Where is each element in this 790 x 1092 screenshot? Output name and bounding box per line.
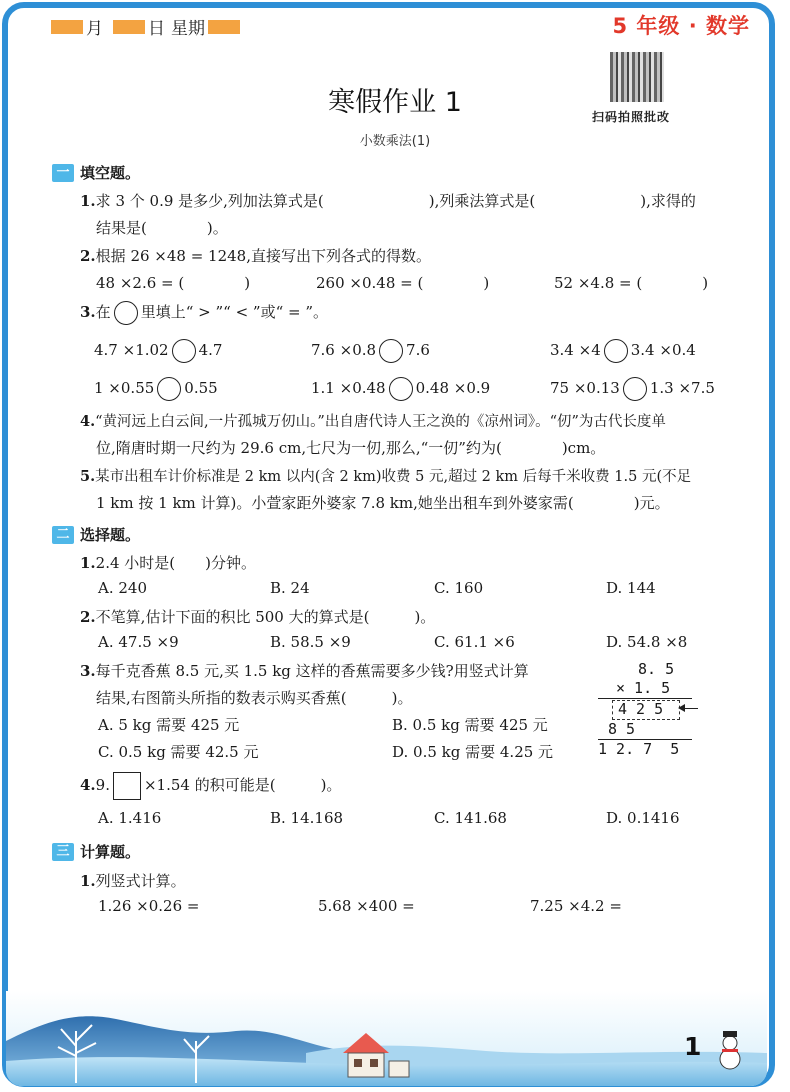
s1-q2-item-1: 48 ×2.6 = ( ) bbox=[96, 274, 251, 292]
s3-q1-text bbox=[80, 870, 186, 891]
s1-q2-item-2: 260 ×0.48 = ( ) bbox=[316, 274, 490, 292]
expr-left: 4.7 ×1.02 bbox=[94, 341, 169, 359]
s1-q3-text bbox=[80, 301, 328, 325]
s1-q1-line2: 结果是( )。 bbox=[96, 219, 228, 237]
q-number: 4. bbox=[80, 776, 96, 794]
q-text: 某市出租车计价标准是 2 km 以内(含 2 km)收费 5 元,超过 2 km 后每千米收费 1.5 元(不足 bbox=[95, 469, 692, 485]
vert-row-2: × 1. 5 bbox=[616, 679, 671, 697]
expr-left: 3.4 ×4 bbox=[550, 341, 601, 359]
s1-q3-item bbox=[94, 377, 218, 401]
q-text: “黄河远上白云间,一片孤城万仞山。”出自唐代诗人王之涣的《凉州词》。“仞”为古代长度单 bbox=[95, 414, 666, 430]
s2-q3-option-a[interactable]: A. 5 kg 需要 425 元 bbox=[98, 716, 240, 734]
s1-q4-line2: 位,隋唐时期一尺约为 29.6 cm,七尺为一仞,那么,“一仞”约为( )cm。 bbox=[96, 439, 606, 457]
vert-row-4: 8 5 bbox=[608, 720, 636, 738]
q-text: 列竖式计算。 bbox=[95, 872, 186, 890]
s2-q1-option-a[interactable]: A. 240 bbox=[98, 579, 147, 597]
answer-circle[interactable] bbox=[389, 377, 413, 401]
q-text: 2.4 小时是( )分钟。 bbox=[95, 554, 256, 572]
q-number: 2. bbox=[80, 247, 96, 265]
month-blank bbox=[51, 20, 83, 34]
s2-q2-option-a[interactable]: A. 47.5 ×9 bbox=[98, 633, 179, 651]
answer-circle[interactable] bbox=[172, 339, 196, 363]
q-text: 根据 26 ×48 = 1248,直接写出下列各式的得数。 bbox=[95, 247, 431, 265]
q-number: 1. bbox=[80, 554, 96, 572]
grade-subject: 5 年级 · 数学 bbox=[612, 14, 750, 38]
digit-box[interactable] bbox=[113, 772, 141, 800]
expr-right: 1.3 ×7.5 bbox=[649, 379, 715, 397]
answer-circle[interactable] bbox=[623, 377, 647, 401]
pointer-arrow-icon bbox=[680, 708, 698, 709]
week-blank bbox=[208, 20, 240, 34]
expr-left: 75 ×0.13 bbox=[550, 379, 620, 397]
expr-right: 3.4 ×0.4 bbox=[630, 341, 696, 359]
q-text-a: 9. bbox=[95, 776, 110, 794]
s3-q1-item-2: 5.68 ×400 = bbox=[318, 897, 415, 915]
month-label: 月 bbox=[86, 19, 103, 39]
vert-row-1: 8. 5 bbox=[638, 660, 675, 678]
s2-q1-option-b[interactable]: B. 24 bbox=[270, 579, 310, 597]
expr-left: 1.1 ×0.48 bbox=[311, 379, 386, 397]
s2-q4-option-b[interactable]: B. 14.168 bbox=[270, 809, 344, 827]
expr-right: 7.6 bbox=[406, 341, 430, 359]
s2-q4-option-d[interactable]: D. 0.1416 bbox=[606, 809, 680, 827]
s2-q2-option-b[interactable]: B. 58.5 ×9 bbox=[270, 633, 351, 651]
date-bar bbox=[48, 14, 243, 39]
s2-q3-option-c[interactable]: C. 0.5 kg 需要 42.5 元 bbox=[98, 743, 259, 761]
page-title: 寒假作业 1 bbox=[328, 87, 462, 118]
s2-q4-option-a[interactable]: A. 1.416 bbox=[98, 809, 162, 827]
s1-q3-item bbox=[94, 339, 222, 363]
snowman-icon bbox=[720, 1031, 740, 1069]
q-text-a: 在 bbox=[95, 303, 111, 321]
expr-left: 1 ×0.55 bbox=[94, 379, 155, 397]
s2-q2-option-d[interactable]: D. 54.8 ×8 bbox=[606, 633, 688, 651]
section-title: 选择题。 bbox=[80, 526, 141, 544]
section-badge: 二 bbox=[52, 526, 74, 544]
winter-scene-icon bbox=[6, 991, 767, 1086]
s1-q2-text bbox=[80, 245, 431, 266]
s2-q1-option-d[interactable]: D. 144 bbox=[606, 579, 656, 597]
s1-q4-line1 bbox=[80, 410, 666, 431]
s2-q3-line1 bbox=[80, 660, 529, 681]
s2-q3-option-d[interactable]: D. 0.5 kg 需要 4.25 元 bbox=[392, 743, 554, 761]
q-number: 3. bbox=[80, 303, 96, 321]
s2-q3-option-b[interactable]: B. 0.5 kg 需要 425 元 bbox=[392, 716, 548, 734]
vert-row-5: 1 2. 7 5 bbox=[598, 740, 680, 758]
s1-q5-line1 bbox=[80, 465, 691, 486]
vert-rule bbox=[598, 698, 692, 699]
s3-q1-item-3: 7.25 ×4.2 = bbox=[530, 897, 622, 915]
section-choice-heading bbox=[52, 524, 140, 545]
vert-row-3: 4 2 5 bbox=[618, 700, 664, 718]
expr-right: 0.55 bbox=[184, 379, 218, 397]
s2-q3-line2: 结果,右图箭头所指的数表示购买香蕉( )。 bbox=[96, 689, 413, 707]
s2-q1-option-c[interactable]: C. 160 bbox=[434, 579, 484, 597]
expr-right: 0.48 ×0.9 bbox=[415, 379, 491, 397]
s2-q4-text bbox=[80, 772, 341, 800]
section-calculation-heading bbox=[52, 841, 140, 862]
s1-q3-item bbox=[311, 377, 490, 401]
section-badge: 三 bbox=[52, 843, 74, 861]
week-label: 星期 bbox=[171, 19, 205, 39]
section-title: 填空题。 bbox=[80, 164, 141, 182]
section-badge: 一 bbox=[52, 164, 74, 182]
s1-q3-item bbox=[550, 377, 715, 401]
day-label: 日 bbox=[148, 19, 165, 39]
q-text: 不笔算,估计下面的积比 500 大的算式是( )。 bbox=[95, 608, 436, 626]
section-fill-blank-heading bbox=[52, 162, 140, 183]
s1-q3-item bbox=[311, 339, 430, 363]
s3-q1-item-1: 1.26 ×0.26 = bbox=[98, 897, 200, 915]
answer-circle[interactable] bbox=[379, 339, 403, 363]
answer-circle[interactable] bbox=[604, 339, 628, 363]
winter-scene-illustration bbox=[6, 991, 767, 1086]
s1-q1-line1 bbox=[80, 190, 696, 211]
s2-q1-text bbox=[80, 552, 256, 573]
s1-q2-item-3: 52 ×4.8 = ( ) bbox=[554, 274, 709, 292]
s2-q4-option-c[interactable]: C. 141.68 bbox=[434, 809, 507, 827]
qr-label: 扫码拍照批改 bbox=[592, 110, 671, 124]
page-number: 1 bbox=[684, 1032, 702, 1061]
compare-circle-icon bbox=[114, 301, 138, 325]
q-number: 3. bbox=[80, 662, 96, 680]
s2-q2-option-c[interactable]: C. 61.1 ×6 bbox=[434, 633, 515, 651]
q-number: 1. bbox=[80, 872, 96, 890]
expr-left: 7.6 ×0.8 bbox=[311, 341, 377, 359]
answer-circle[interactable] bbox=[157, 377, 181, 401]
s1-q3-item bbox=[550, 339, 696, 363]
s2-q2-text bbox=[80, 606, 435, 627]
q-number: 4. bbox=[80, 413, 96, 430]
expr-right: 4.7 bbox=[198, 341, 223, 359]
section-title: 计算题。 bbox=[80, 843, 141, 861]
q-number: 5. bbox=[80, 468, 96, 485]
q-number: 2. bbox=[80, 608, 96, 626]
q-text: 求 3 个 0.9 是多少,列加法算式是( ),列乘法算式是( ),求得的 bbox=[95, 192, 696, 210]
s1-q5-line2: 1 km 按 1 km 计算)。小萱家距外婆家 7.8 km,她坐出租车到外婆家需( )元。 bbox=[96, 494, 670, 512]
q-text-b: ×1.54 的积可能是( )。 bbox=[143, 776, 342, 794]
q-text-b: 里填上“ > ”“ < ”或“ = ”。 bbox=[140, 303, 329, 321]
q-text: 每千克香蕉 8.5 元,买 1.5 kg 这样的香蕉需要多少钱?用竖式计算 bbox=[95, 662, 529, 680]
day-blank bbox=[113, 20, 145, 34]
q-number: 1. bbox=[80, 192, 96, 210]
page-subtitle: 小数乘法(1) bbox=[359, 134, 431, 149]
